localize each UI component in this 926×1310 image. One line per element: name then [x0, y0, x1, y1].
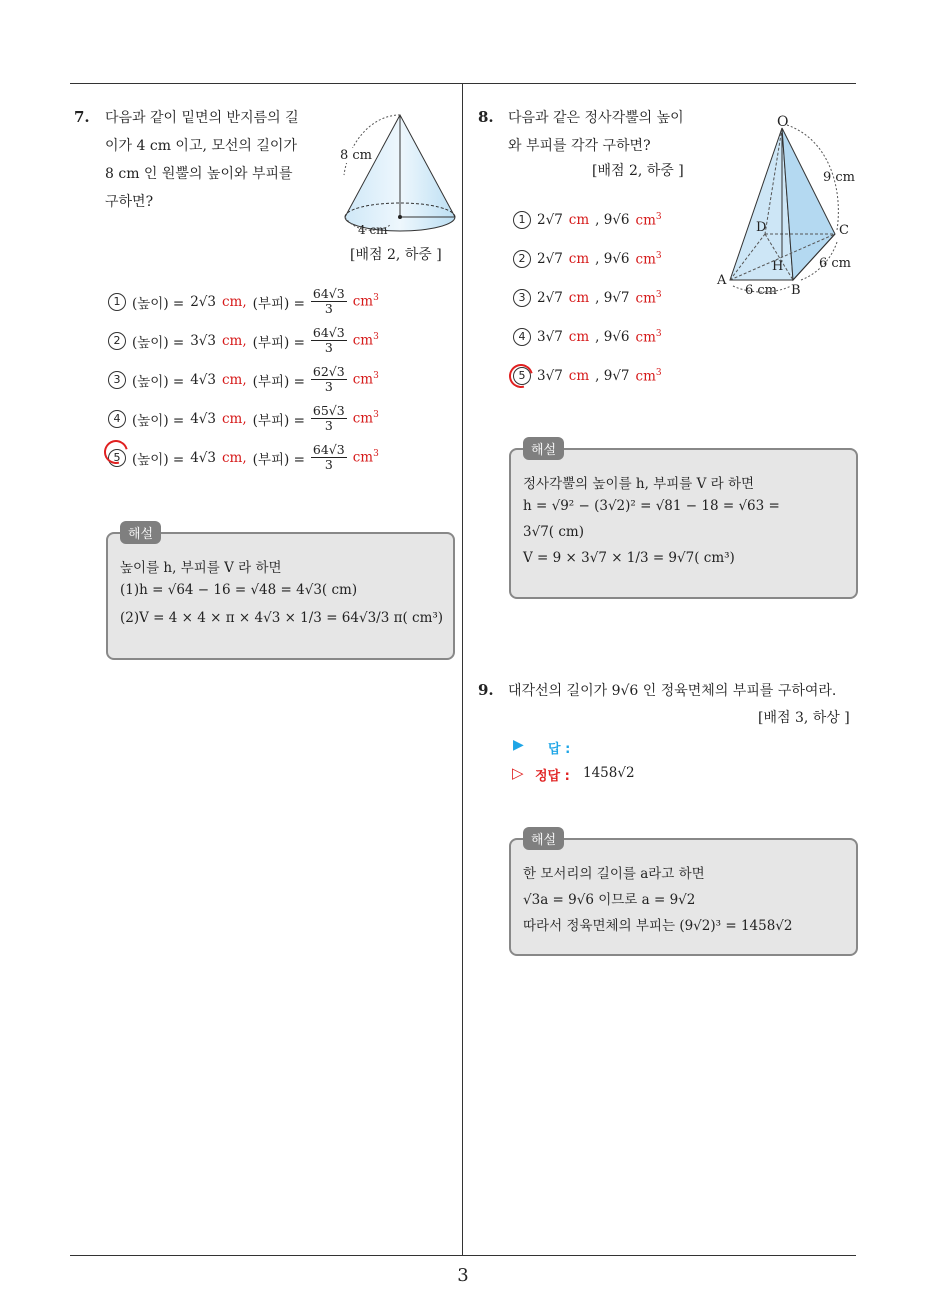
side-label-ab: 6 cm: [745, 283, 778, 298]
top-rule: [70, 83, 856, 84]
height-unit: cm,: [222, 449, 247, 466]
height-unit: cm,: [222, 371, 247, 388]
volume-label: (부피) =: [252, 334, 305, 351]
volume-fraction: $\frac{62√3}{3}$: [312, 364, 345, 394]
answer-triangle-icon: ▶: [513, 737, 524, 753]
vertex-C: C: [839, 223, 849, 238]
q7-text-line4: 구하면?: [105, 194, 154, 210]
height-value: 4√3: [190, 410, 216, 427]
volume-unit: $cm^3$: [635, 367, 662, 385]
q8-number: 8.: [478, 108, 494, 126]
correct-value: 1458√2: [583, 765, 635, 781]
q8-choice-5[interactable]: [513, 367, 662, 385]
height-value: 2√7: [537, 290, 563, 306]
vertex-O: O: [777, 114, 789, 130]
choice-number: 4: [108, 410, 126, 428]
q8-solution-line2: h = √9² − (3√2)² = √81 − 18 = √63 =: [523, 498, 780, 514]
choice-number: 1: [108, 293, 126, 311]
height-unit: cm,: [222, 293, 247, 310]
volume-label: (부피) =: [252, 373, 305, 390]
q8-text: [508, 104, 718, 160]
q9-solution-line2: √3a = 9√6 이므로 a = 9√2: [523, 892, 696, 908]
choice-number: 2: [108, 332, 126, 350]
q9-solution-tag: 해설: [523, 827, 564, 850]
q8-solution-box: [509, 443, 858, 599]
height-label: (높이) =: [132, 373, 185, 390]
q7-score: [배점 2, 하중 ]: [350, 247, 442, 263]
volume-unit: $cm^3$: [352, 293, 379, 310]
correct-label: 정답 :: [535, 769, 570, 784]
height-value: 3√7: [537, 329, 563, 345]
side-label-bc: 6 cm: [819, 256, 852, 271]
volume-unit: $cm^3$: [352, 332, 379, 349]
volume-label: (부피) =: [252, 451, 305, 468]
volume-value: , 9√6: [595, 251, 630, 267]
volume-value: , 9√7: [595, 290, 630, 306]
cone-slant-label: 8 cm: [340, 148, 373, 163]
answer-label: 답 :: [548, 742, 571, 757]
height-value: 3√3: [190, 332, 216, 349]
height-unit: cm: [568, 368, 590, 384]
height-label: (높이) =: [132, 451, 185, 468]
q7-choice-5[interactable]: [108, 443, 379, 472]
q8-text-line1: 다음과 같은 정사각뿔의 높이: [508, 110, 684, 126]
q8-solution-line4: V = 9 × 3√7 × 1/3 = 9√7( cm³): [523, 550, 735, 566]
q8-text-line2: 와 부피를 각각 구하면?: [508, 138, 651, 154]
correct-triangle-icon: ▷: [512, 764, 524, 782]
q7-choice-3[interactable]: [108, 365, 379, 394]
height-unit: cm,: [222, 410, 247, 427]
height-value: 2√7: [537, 251, 563, 267]
volume-fraction: $\frac{64√3}{3}$: [312, 442, 345, 472]
volume-fraction: $\frac{65√3}{3}$: [312, 403, 345, 433]
q9-solution-line1: 한 모서리의 길이를 a라고 하면: [523, 866, 705, 882]
volume-unit: $cm^3$: [352, 410, 379, 427]
q7-solution-line1: 높이를 h, 부피를 V 라 하면: [120, 560, 282, 576]
q8-score: [배점 2, 하중 ]: [592, 163, 684, 179]
cone-figure: [330, 105, 460, 240]
height-label: (높이) =: [132, 334, 185, 351]
q7-solution-box: [106, 527, 455, 660]
cone-radius-label: 4 cm: [358, 223, 388, 237]
volume-value: , 9√6: [595, 212, 630, 228]
height-label: (높이) =: [132, 295, 185, 312]
q7-text-line2: 이가 4 cm 이고, 모선의 길이가: [105, 138, 297, 154]
height-value: 4√3: [190, 449, 216, 466]
q8-solution-line1: 정사각뿔의 높이를 h, 부피를 V 라 하면: [523, 476, 755, 492]
q9-number: 9.: [478, 681, 494, 699]
choice-number: 5: [108, 449, 126, 467]
choice-number: 4: [513, 328, 531, 346]
vertex-B: B: [791, 283, 801, 298]
q7-solution-line2: (1)h = √64 − 16 = √48 = 4√3( cm): [120, 582, 358, 598]
volume-unit: $cm^3$: [352, 449, 379, 466]
pyramid-figure: [715, 110, 860, 300]
volume-fraction: $\frac{64√3}{3}$: [312, 286, 345, 316]
height-value: 4√3: [190, 371, 216, 388]
q8-choice-4[interactable]: [513, 328, 662, 346]
height-unit: cm: [568, 251, 590, 267]
page-number: 3: [457, 1265, 469, 1286]
height-unit: cm: [568, 212, 590, 228]
volume-unit: $cm^3$: [635, 250, 662, 268]
q9-solution-box: [509, 833, 858, 956]
height-label: (높이) =: [132, 412, 185, 429]
choice-number: 1: [513, 211, 531, 229]
height-value: 2√7: [537, 212, 563, 228]
height-unit: cm: [568, 290, 590, 306]
height-value: 2√3: [190, 293, 216, 310]
q7-number: 7.: [74, 108, 90, 126]
volume-unit: $cm^3$: [352, 371, 379, 388]
vertex-H: H: [772, 259, 784, 274]
volume-value: , 9√7: [595, 368, 630, 384]
volume-value: , 9√6: [595, 329, 630, 345]
q7-choice-2[interactable]: [108, 326, 379, 355]
q8-choice-1[interactable]: [513, 211, 662, 229]
bottom-rule: [70, 1255, 856, 1256]
q7-text: [105, 104, 320, 216]
volume-label: (부피) =: [252, 412, 305, 429]
choice-number: 3: [108, 371, 126, 389]
q7-text-line3: 8 cm 인 원뿔의 높이와 부피를: [105, 166, 293, 182]
q9-solution-line3: 따라서 정육면체의 부피는 (9√2)³ = 1458√2: [523, 918, 793, 934]
q7-solution-line3: (2)V = 4 × 4 × π × 4√3 × 1/3 = 64√3/3 π( cm³): [120, 610, 444, 626]
height-value: 3√7: [537, 368, 563, 384]
q7-choice-1[interactable]: [108, 287, 379, 316]
edge-label: 9 cm: [823, 170, 856, 185]
selected-answer-mark: [505, 360, 538, 393]
height-unit: cm,: [222, 332, 247, 349]
q8-solution-tag: 해설: [523, 437, 564, 460]
q8-solution-line3: 3√7( cm): [523, 524, 584, 540]
column-divider: [462, 83, 463, 1255]
q8-choice-3[interactable]: [513, 289, 662, 307]
choice-number: 2: [513, 250, 531, 268]
volume-fraction: $\frac{64√3}{3}$: [312, 325, 345, 355]
height-unit: cm: [568, 329, 590, 345]
volume-unit: $cm^3$: [635, 328, 662, 346]
q7-text-line1: 다음과 같이 밑면의 반지름의 길: [105, 110, 299, 126]
q7-solution-tag: 해설: [120, 521, 161, 544]
q7-choice-4[interactable]: [108, 404, 379, 433]
q8-choice-2[interactable]: [513, 250, 662, 268]
vertex-A: A: [717, 273, 727, 288]
choice-number: 5: [513, 367, 531, 385]
q9-text: 대각선의 길이가 9√6 인 정육면체의 부피를 구하여라.: [508, 683, 837, 699]
volume-label: (부피) =: [252, 295, 305, 312]
volume-unit: $cm^3$: [635, 289, 662, 307]
choice-number: 3: [513, 289, 531, 307]
q9-score: [배점 3, 하상 ]: [758, 710, 850, 726]
volume-unit: $cm^3$: [635, 211, 662, 229]
vertex-D: D: [756, 220, 767, 235]
